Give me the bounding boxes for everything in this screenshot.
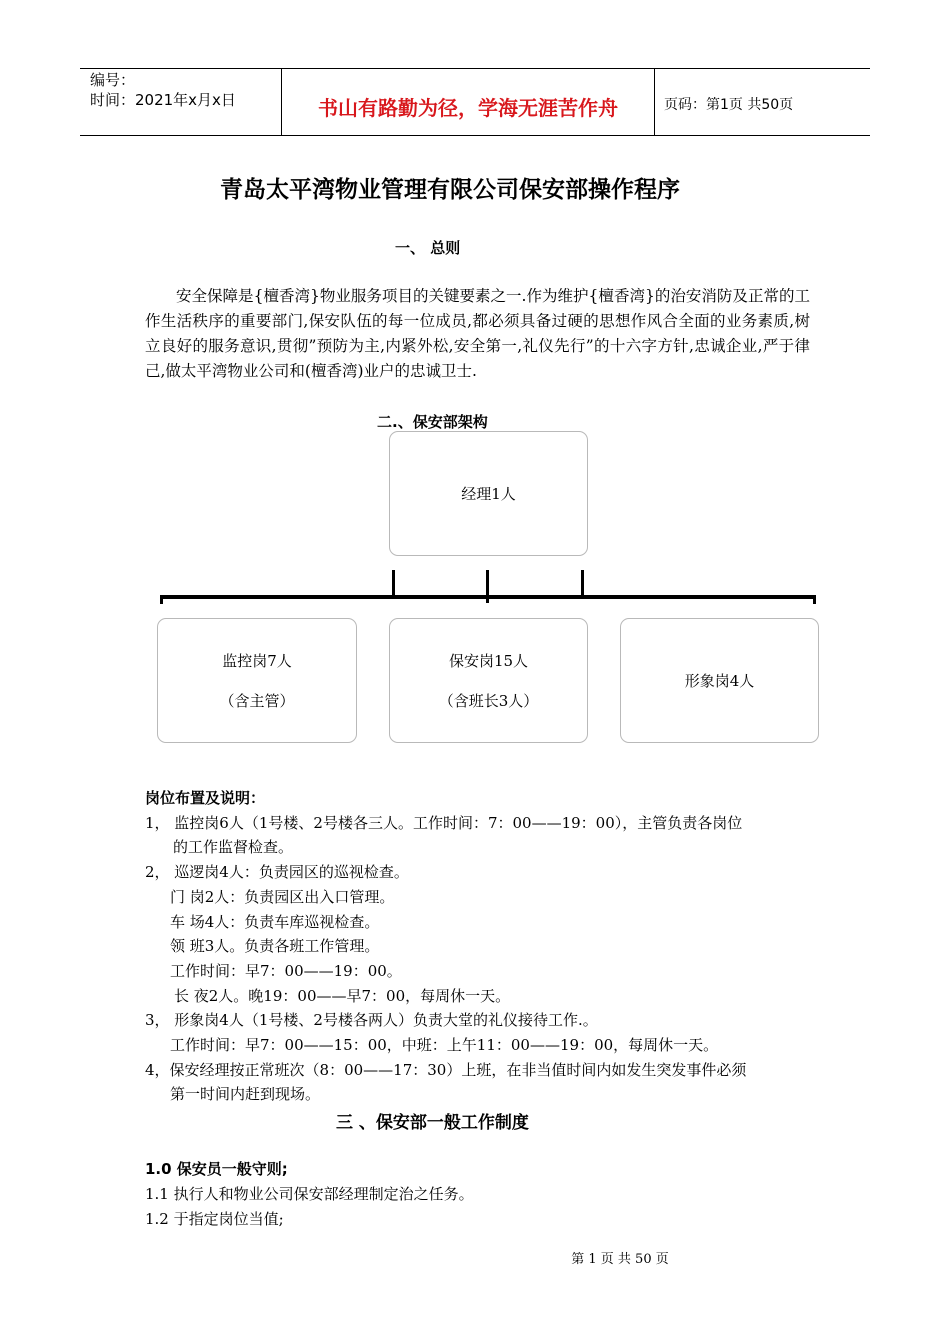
org-node-image-title: 形象岗4人 — [684, 671, 755, 690]
posts-line: 工作时间：早7：00——15：00，中班：上午11：00——19：00，每周休一天。 — [170, 1036, 719, 1055]
org-connector-end-left — [160, 595, 163, 604]
time-label: 时间：2021年x月x日 — [90, 91, 236, 109]
header-divider-2 — [654, 68, 655, 136]
section3-heading: 三 、保安部一般工作制度 — [336, 1113, 529, 1133]
org-connector-tick-1 — [392, 570, 395, 597]
org-node-monitor — [157, 618, 357, 743]
posts-line: 长 夜2人。晚19：00——早7：00，每周休一天。 — [174, 986, 511, 1005]
section2-heading: 二.、保安部架构 — [377, 413, 488, 431]
org-node-security — [389, 618, 588, 743]
org-node-security-note: （含班长3人） — [438, 691, 539, 710]
posts-line: 1， 监控岗6人（1号楼、2号楼各三人。工作时间：7：00——19：00），主管负责各岗位 — [145, 813, 743, 832]
posts-line: 3， 形象岗4人（1号楼、2号楼各两人）负责大堂的礼仪接待工作.。 — [145, 1011, 598, 1030]
posts-section — [145, 786, 825, 1107]
posts-line: 的工作监督检查。 — [173, 838, 294, 857]
posts-heading: 岗位布置及说明： — [145, 789, 266, 807]
header-motto: 书山有路勤为径，学海无涯苦作舟 — [318, 96, 618, 120]
org-connector-tick-2 — [486, 570, 489, 603]
section3-item: 1.1 执行人和物业公司保安部经理制定治之任务。 — [145, 1185, 474, 1203]
number-label: 编号： — [90, 71, 136, 89]
posts-line: 工作时间：早7：00——19：00。 — [170, 961, 402, 980]
section3-item: 1.2 于指定岗位当值; — [145, 1210, 284, 1228]
header-top-rule — [80, 68, 870, 69]
org-node-manager — [389, 431, 588, 556]
header-page-info: 页码：第1页 共50页 — [664, 97, 794, 113]
posts-line: 4，保安经理按正常班次（8：00——17：30）上班，在非当值时间内如发生突发事件必须 — [145, 1060, 747, 1079]
header-meta — [90, 70, 236, 110]
page-footer: 第 1 页 共 50 页 — [571, 1252, 669, 1267]
org-node-image — [620, 618, 819, 743]
posts-line: 门 岗2人：负责园区出入口管理。 — [170, 887, 395, 906]
posts-line: 2， 巡逻岗4人：负责园区的巡视检查。 — [145, 863, 409, 882]
org-node-manager-label: 经理1人 — [461, 484, 516, 503]
org-node-security-title: 保安岗15人 — [448, 651, 529, 670]
posts-line: 车 场4人：负责车库巡视检查。 — [170, 912, 380, 931]
posts-line: 第一时间内赶到现场。 — [170, 1085, 321, 1104]
posts-line: 领 班3人。负责各班工作管理。 — [170, 937, 380, 956]
section1-heading: 一、 总则 — [395, 239, 461, 257]
org-node-monitor-note: （含主管） — [219, 691, 295, 710]
org-connector-tick-3 — [581, 570, 584, 597]
page-title: 青岛太平湾物业管理有限公司保安部操作程序 — [220, 176, 680, 203]
header-bottom-rule — [80, 135, 870, 136]
org-node-monitor-title: 监控岗7人 — [222, 651, 292, 670]
section1-paragraph: 安全保障是{檀香湾}物业服务项目的关键要素之一.作为维护{檀香湾}的治安消防及正常的工作生活秩序的重要部门,保安队伍的每一位成员,都必须具备过硬的思想作风合全面的业务素质,树立良好的服务意识,贯彻”预防为主,内紧外松,安全第一,礼仪先行”的十六字方针,忠诚企业,严于律己,做太平湾物业公司和(檀香湾)业户的忠诚卫士. — [145, 287, 810, 380]
section3-subheading: 1.0 保安员一般守则; — [145, 1160, 288, 1178]
org-connector-end-right — [813, 595, 816, 604]
